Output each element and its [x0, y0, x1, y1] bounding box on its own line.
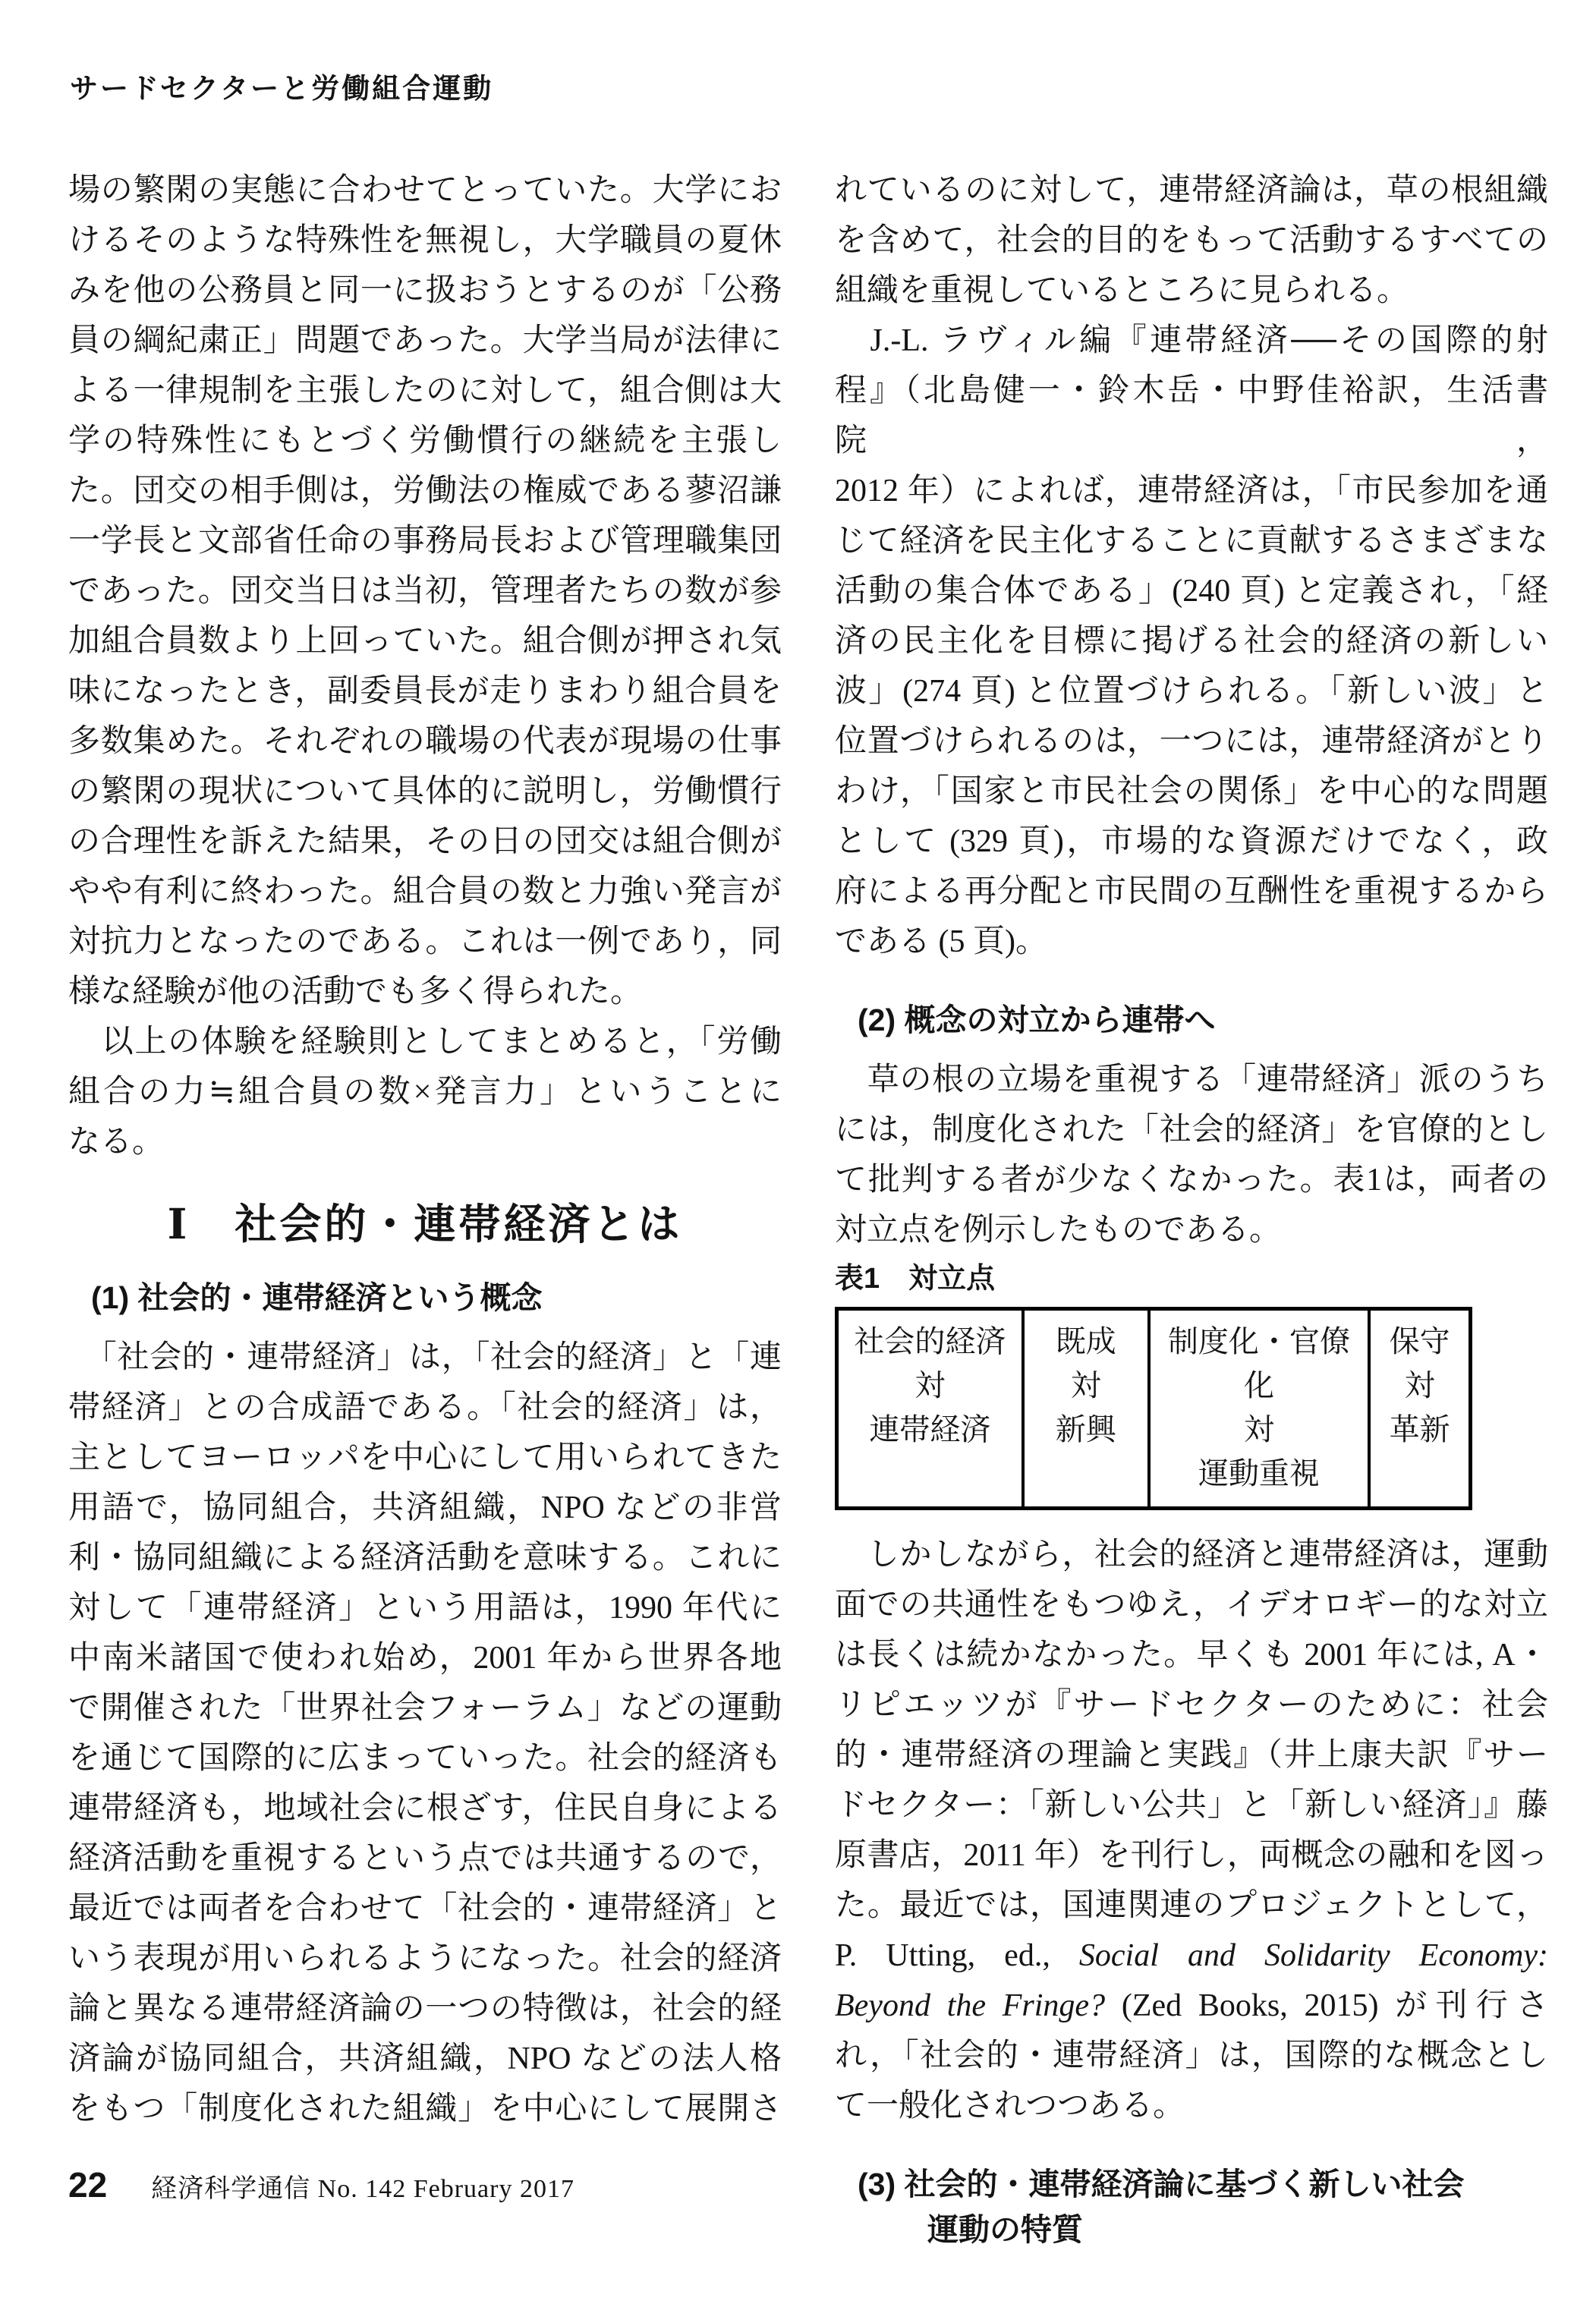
table-cell-line: 連帯経済 — [869, 1412, 991, 1446]
text-line: を通じて国際的に広まっていった。社会的経済も — [68, 1741, 782, 1776]
running-head: サードセクターと労働組合運動 — [70, 73, 494, 104]
text-line: 対抗力となったのである。これは一例であり，同 — [68, 924, 782, 959]
table-cell-line: 対 — [1243, 1412, 1274, 1446]
text-line: 程』（北島健一・鈴木岳・中野佳裕訳，生活書院， — [835, 373, 1548, 458]
table-cell — [1147, 1311, 1368, 1506]
journal-info: 経済科学通信 No. 142 February 2017 — [151, 2175, 574, 2203]
table-cell — [1368, 1311, 1469, 1506]
text-line: よる一律規制を主張したのに対して，組合側は大 — [68, 373, 782, 408]
text-line: みを他の公務員と同一に扱おうとするのが「公務 — [68, 273, 782, 308]
table-cell-line: 社会的経済 — [854, 1324, 1006, 1358]
text-line: しかしながら，社会的経済と連帯経済は，運動 — [835, 1538, 1548, 1572]
table-cell-line: 既成 — [1055, 1324, 1116, 1358]
text-line: なる。 — [68, 1125, 165, 1160]
text-line: 帯経済」との合成語である。「社会的経済」は， — [68, 1390, 782, 1425]
text-line: て批判する者が少なくなかった。表1は，両者の — [835, 1163, 1548, 1198]
table-cell-line: 新興 — [1055, 1412, 1116, 1446]
paragraph-concept-continued — [835, 165, 1548, 316]
text-line: 員の綱紀粛正」問題であった。大学当局が法律に — [68, 323, 782, 358]
italic-text: Social and Solidarity Economy: — [1078, 1938, 1548, 1973]
text-line: を含めて，社会的目的をもって活動するすべての — [835, 223, 1548, 258]
text-line: 連帯経済も，地域社会に根ざす，住民自身による — [68, 1791, 782, 1826]
text-line: 原書店，2011 年）を刊行し，両概念の融和を図っ — [835, 1838, 1548, 1873]
text-line: 味になったとき，副委員長が走りまわり組合員を — [68, 674, 782, 709]
text-line: 中南米諸国で使われ始め，2001 年から世界各地 — [68, 1641, 782, 1676]
paragraph-reconciliation — [835, 1530, 1548, 2131]
text-line: ドセクター：「新しい公共」と「新しい経済」』藤 — [835, 1788, 1548, 1823]
text-line: P. Utting, ed., Social and Solidarity Economy: — [835, 1938, 1548, 1973]
text-line: リピエッツが『サードセクターのために：社会 — [835, 1688, 1548, 1723]
text-line: の繁閑の現状について具体的に説明し，労働慣行 — [68, 774, 782, 809]
text-line: わけ，「国家と市民社会の関係」を中心的な問題 — [835, 774, 1548, 809]
text-line: いう表現が用いられるようになった。社会的経済 — [68, 1941, 782, 1976]
text-line: Beyond the Fringe? (Zed Books, 2015) が刊行さ — [835, 1988, 1548, 2023]
text-line: 府による再分配と市民間の互酬性を重視するから — [835, 874, 1548, 909]
text-line: 用語で，協同組合，共済組織，NPO などの非営 — [68, 1490, 782, 1525]
text-line: 論と異なる連帯経済論の一つの特徴は，社会的経 — [68, 1991, 782, 2026]
text-line: 済の民主化を目標に掲げる社会的経済の新しい — [835, 624, 1548, 659]
table1-opposition-points — [835, 1307, 1472, 1510]
subsection-heading-1: (1) 社会的・連帯経済という概念 — [91, 1280, 543, 1315]
text-line: 対して「連帯経済」という用語は，1990 年代に — [68, 1591, 782, 1626]
text-line: として (329 頁)，市場的な資源だけでなく，政 — [835, 824, 1548, 859]
text-line: 草の根の立場を重視する「連帯経済」派のうち — [835, 1062, 1548, 1097]
text-line: 一学長と文部省任命の事務局長および管理職集団 — [68, 524, 782, 559]
table-cell — [839, 1311, 1022, 1506]
text-line: 多数集めた。それぞれの職場の代表が現場の仕事 — [68, 724, 782, 759]
text-line: 組織を重視しているところに見られる。 — [835, 273, 1409, 308]
left-column — [68, 165, 782, 2265]
table-cell-line: 革新 — [1389, 1412, 1450, 1446]
text-line: て一般化されつつある。 — [835, 2088, 1185, 2123]
table-cell-line: 対 — [1404, 1368, 1435, 1402]
text-line: た。最近では，国連関連のプロジェクトとして， — [835, 1888, 1548, 1923]
right-column — [835, 165, 1548, 2265]
text-line: 済論が協同組合，共済組織，NPO などの法人格 — [68, 2041, 782, 2076]
table1-caption: 表1 対立点 — [835, 1263, 996, 1295]
table-cell-line: 対 — [1070, 1368, 1101, 1402]
text-line: 様な経験が他の活動でも多く得られた。 — [68, 974, 643, 1009]
table-cell-line: 制度化・官僚化 — [1167, 1324, 1350, 1402]
subsection-heading-2: (2) 概念の対立から連帯へ — [858, 1002, 1216, 1037]
text-line: をもつ「制度化された組織」を中心にして展開さ — [68, 2092, 782, 2126]
two-column-body — [68, 165, 1548, 2265]
subsection-heading-3-line2: 運動の特質 — [927, 2212, 1083, 2247]
table-cell-line: 運動重視 — [1198, 1456, 1320, 1490]
paragraph-laville — [835, 316, 1548, 967]
text-line: 「社会的・連帯経済」は，「社会的経済」と「連 — [68, 1340, 782, 1375]
text-line: 加組合員数より上回っていた。組合側が押され気 — [68, 624, 782, 659]
table-cell-line: 保守 — [1389, 1324, 1450, 1358]
text-line: 対立点を例示したものである。 — [835, 1213, 1282, 1248]
text-line: である (5 頁)。 — [835, 924, 1047, 959]
text-line: 的・連帯経済の理論と実践』（井上康夫訳『サー — [835, 1738, 1548, 1773]
text-line: 利・協同組織による経済活動を意味する。これに — [68, 1541, 782, 1575]
text-line: 活動の集合体である」(240 頁) と定義され，「経 — [835, 574, 1548, 609]
text-line: 主としてヨーロッパを中心にして用いられてきた — [68, 1440, 782, 1475]
text-line: けるそのような特殊性を無視し，大学職員の夏休 — [68, 223, 782, 258]
section-heading-1: Ⅰ 社会的・連帯経済とは — [167, 1201, 683, 1248]
text-line: れているのに対して，連帯経済論は，草の根組織 — [835, 173, 1548, 208]
page-number: 22 — [68, 2165, 108, 2205]
text-line: には，制度化された「社会的経済」を官僚的とし — [835, 1113, 1548, 1147]
text-line: 以上の体験を経験則としてまとめると，「労働 — [68, 1025, 782, 1059]
text-line: れ，「社会的・連帯経済」は，国際的な概念とし — [835, 2038, 1548, 2073]
text-line: であった。団交当日は当初，管理者たちの数が参 — [68, 574, 782, 609]
paragraph-rule-of-thumb — [68, 1017, 782, 1167]
text-line: 学の特殊性にもとづく労働慣行の継続を主張し — [68, 423, 782, 458]
text-line: 波」(274 頁) と位置づけられる。「新しい波」と — [835, 674, 1548, 709]
text-line: の合理性を訴えた結果，その日の団交は組合側が — [68, 824, 782, 859]
text-line: 最近では両者を合わせて「社会的・連帯経済」と — [68, 1891, 782, 1926]
italic-text: Beyond the Fringe? — [835, 1988, 1106, 2023]
paragraph-union-experience — [68, 165, 782, 1017]
text-line: 面での共通性をもつゆえ，イデオロギー的な対立 — [835, 1588, 1548, 1623]
table-cell-line: 対 — [914, 1368, 946, 1402]
text-line: やや有利に終わった。組合員の数と力強い発言が — [68, 874, 782, 909]
text-line: 経済活動を重視するという点では共通するので， — [68, 1841, 782, 1876]
text-line: J.-L. ラヴィル編『連帯経済──その国際的射 — [835, 323, 1548, 358]
page-footer — [68, 2164, 574, 2205]
text-line: た。団交の相手側は，労働法の権威である蓼沼謙 — [68, 474, 782, 508]
text-line: 位置づけられるのは，一つには，連帯経済がとり — [835, 724, 1548, 759]
table-cell — [1022, 1311, 1147, 1506]
text-line: 2012 年）によれば，連帯経済は，「市民参加を通 — [835, 474, 1548, 508]
text-line: は長くは続かなかった。早くも 2001 年には, A・ — [835, 1638, 1548, 1673]
paragraph-concept — [68, 1333, 782, 2134]
text-line: じて経済を民主化することに貢献するさまざまな — [835, 524, 1548, 559]
text-line: 場の繁閑の実態に合わせてとっていた。大学にお — [68, 173, 782, 208]
text-line: で開催された「世界社会フォーラム」などの運動 — [68, 1691, 782, 1726]
paragraph-grassroots — [835, 1055, 1548, 1255]
text-line: 組合の力≒組合員の数×発言力」ということに — [68, 1075, 782, 1110]
subsection-heading-3: (3) 社会的・連帯経済論に基づく新しい社会 — [858, 2167, 1465, 2202]
